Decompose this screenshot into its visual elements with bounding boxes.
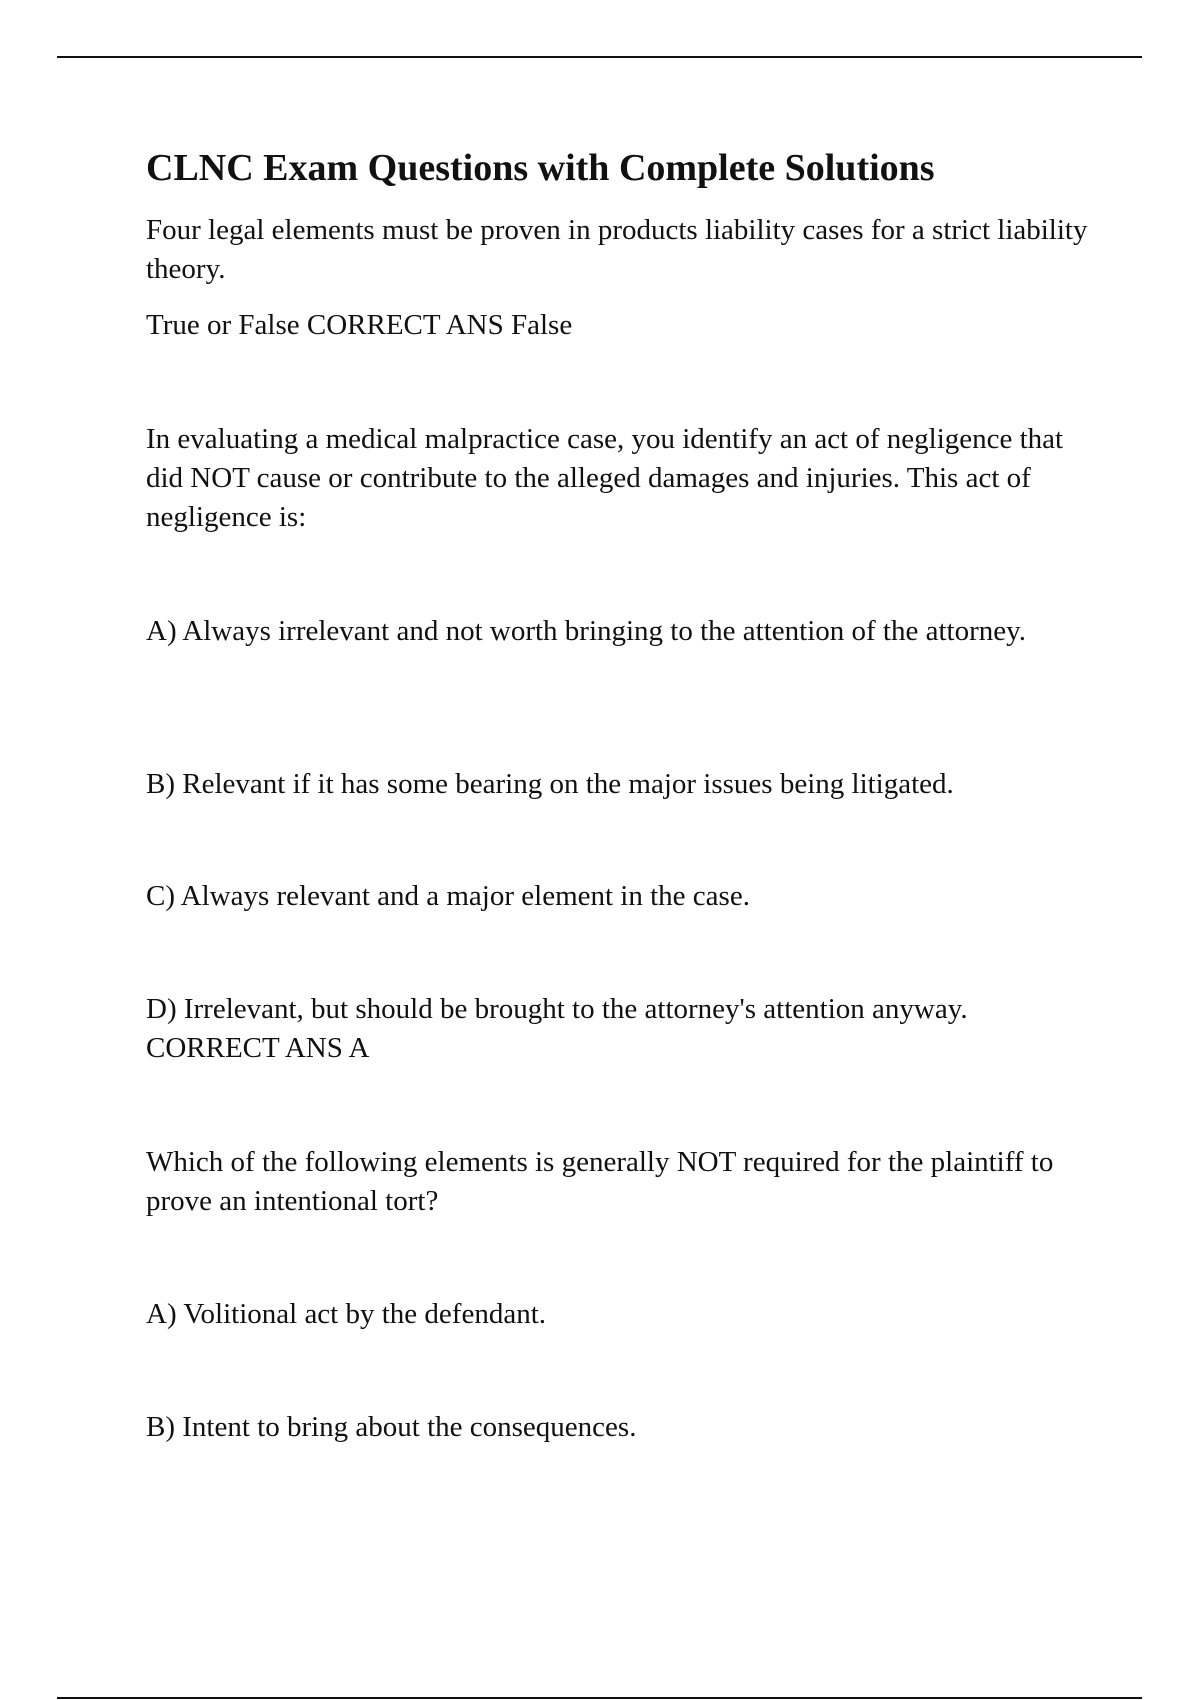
top-rule <box>57 56 1142 58</box>
question-1-answer: True or False CORRECT ANS False <box>146 309 573 341</box>
question-2-option-d-group <box>146 990 1106 1068</box>
question-2-option-b: B) Relevant if it has some bearing on the major issues being litigated. <box>146 768 954 800</box>
question-2-option-a: A) Always irrelevant and not worth bringing to the attention of the attorney. <box>146 615 1026 647</box>
question-2-text: In evaluating a medical malpractice case, you identify an act of negligence that did NOT cause or contribute to the alleged damages and injuries. This act of negligence is: <box>146 423 1064 533</box>
question-3-text: Which of the following elements is generally NOT required for the plaintiff to prove an intentional tort? <box>146 1146 1054 1217</box>
question-2-option-c: C) Always relevant and a major element in the case. <box>146 880 750 912</box>
bottom-rule <box>57 1697 1142 1699</box>
document-title: CLNC Exam Questions with Complete Solutions <box>146 147 935 189</box>
question-3-option-b: B) Intent to bring about the consequences. <box>146 1411 637 1443</box>
question-2-option-d: D) Irrelevant, but should be brought to the attorney's attention anyway. <box>146 993 968 1025</box>
question-3-option-a: A) Volitional act by the defendant. <box>146 1298 546 1330</box>
question-2-answer: CORRECT ANS A <box>146 1032 370 1064</box>
question-1-text: Four legal elements must be proven in products liability cases for a strict liability theory. <box>146 214 1088 285</box>
